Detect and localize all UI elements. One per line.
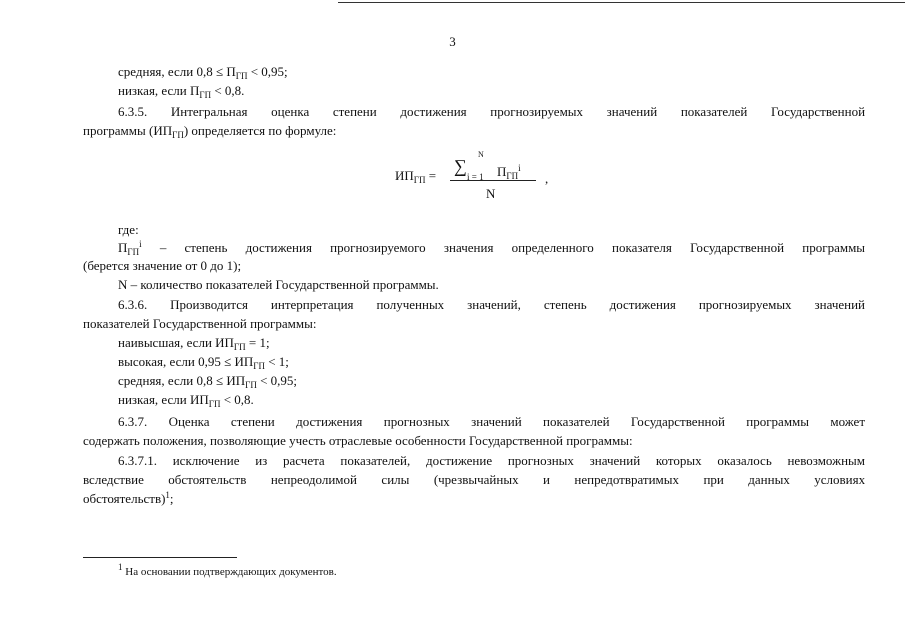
rating-low-line: низкая, если $П_{ГП} < 0,8$.: [118, 83, 245, 100]
pgp-definition-cont: (берется значение от 0 до 1);: [83, 258, 242, 273]
paragraph-6-3-7: 6.3.7. Оценка степени достижения прогнозных значений показателей Государственной программы может: [118, 414, 866, 429]
interp-high: высокая, если $0,95 \le ИП_{ГП} < 1$;: [118, 354, 289, 371]
integral-score-formula: [395, 150, 565, 208]
interp-medium: средняя, если $0,8 \le ИП_{ГП} < 0,95$;: [118, 373, 298, 390]
footnote-ref: 1: [165, 490, 170, 500]
interp-highest: наивысшая, если $ИП_{ГП} = 1$;: [118, 335, 270, 352]
paragraph-6-3-5: 6.3.5. Интегральная оценка степени достижения прогнозируемых значений показателей Государственной: [118, 104, 866, 119]
page-number: 3: [449, 34, 456, 49]
paragraph-6-3-5-cont: программы $(ИП_{ГП})$ определяется по формуле:: [83, 123, 337, 140]
n-definition: N – количество показателей Государственной программы.: [118, 277, 439, 292]
paragraph-6-3-7-1-line3: обстоятельств)$^1$;: [83, 490, 174, 506]
paragraph-6-3-7-1-line2: вследствие обстоятельств непреодолимой силы (чрезвычайных и непредотвратимых при данных условиях: [83, 472, 866, 487]
formula-comma: ,: [545, 171, 549, 186]
paragraph-6-3-7-1: 6.3.7.1. исключение из расчета показателей, достижение прогнозных значений которых оказалось невозможным: [118, 453, 865, 468]
sum-term: $П_{ГП}^i$: [497, 163, 521, 181]
sum-lower-limit: i = 1: [467, 172, 484, 182]
fraction-bar: [450, 180, 536, 181]
footnote: $^1$ На основании подтверждающих документов.: [118, 562, 337, 578]
fraction-denominator: N: [486, 186, 496, 201]
interp-low: низкая, если $ИП_{ГП} < 0,8$.: [118, 392, 254, 409]
header-rule: [338, 2, 905, 3]
pgp-definition: $П_{ГП}^i$ – степень достижения прогнозируемого значения определенного показателя Государственной программы: [118, 239, 866, 257]
paragraph-6-3-6-cont: показателей Государственной программы:: [83, 316, 317, 331]
paragraph-6-3-7-cont: содержать положения, позволяющие учесть отраслевые особенности Государственной программы:: [83, 433, 633, 448]
sum-symbol: ∑: [454, 156, 467, 176]
footnote-mark: 1: [118, 562, 123, 572]
formula-lhs: $ИП_{ГП}$ =: [395, 168, 437, 185]
rating-medium-line: средняя, если $0,8 \le П_{ГП} < 0,95$;: [118, 64, 288, 81]
footnote-separator: [83, 557, 237, 558]
sum-upper-limit: N: [478, 150, 484, 159]
where-label: где:: [118, 222, 139, 237]
paragraph-6-3-6: 6.3.6. Производится интерпретация полученных значений, степень достижения прогнозируемых значений: [118, 297, 866, 312]
